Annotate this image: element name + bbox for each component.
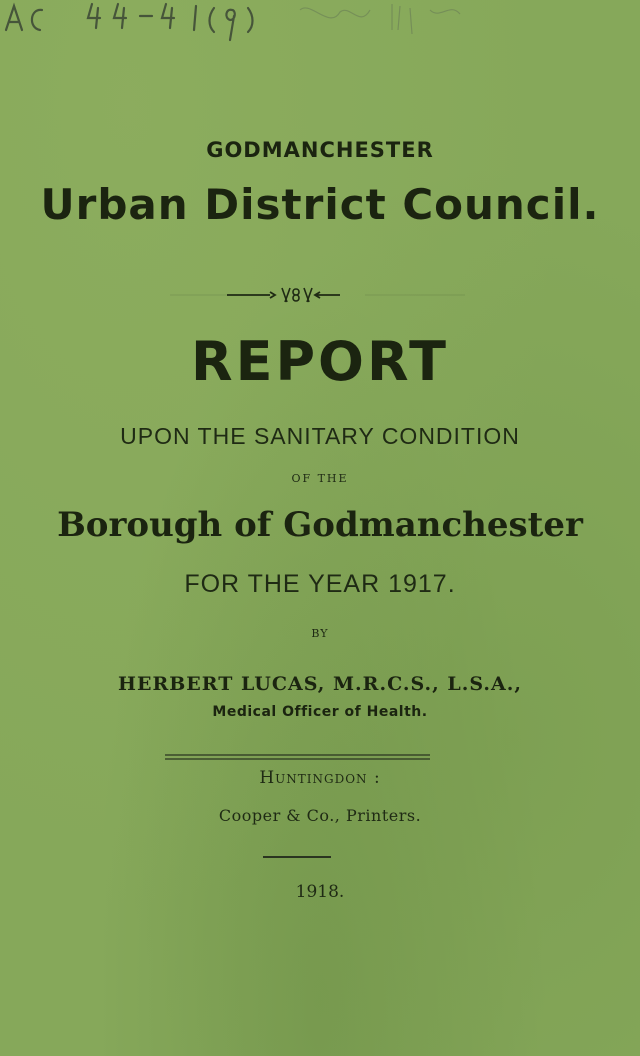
author-name: HERBERT LUCAS, M.R.C.S., L.S.A., bbox=[118, 673, 522, 695]
author-title: Medical Officer of Health. bbox=[212, 704, 428, 720]
of-the-line: OF THE bbox=[291, 472, 349, 485]
publication-place: Huntingdon : bbox=[259, 768, 381, 788]
town-heading: GODMANCHESTER bbox=[206, 138, 434, 162]
subject-line: UPON THE SANITARY CONDITION bbox=[120, 423, 520, 449]
short-rule bbox=[263, 856, 331, 858]
year-line: FOR THE YEAR 1917. bbox=[184, 570, 456, 598]
ornamental-divider bbox=[0, 280, 640, 310]
handwritten-shelfmark bbox=[0, 0, 640, 70]
double-rule bbox=[165, 754, 430, 760]
report-title: REPORT bbox=[191, 330, 449, 393]
borough-heading: Borough of Godmanchester bbox=[57, 505, 583, 545]
printer-line: Cooper & Co., Printers. bbox=[218, 806, 422, 825]
council-heading: Urban District Council. bbox=[40, 180, 600, 229]
by-line: BY bbox=[311, 627, 329, 640]
publication-year: 1918. bbox=[295, 882, 345, 902]
